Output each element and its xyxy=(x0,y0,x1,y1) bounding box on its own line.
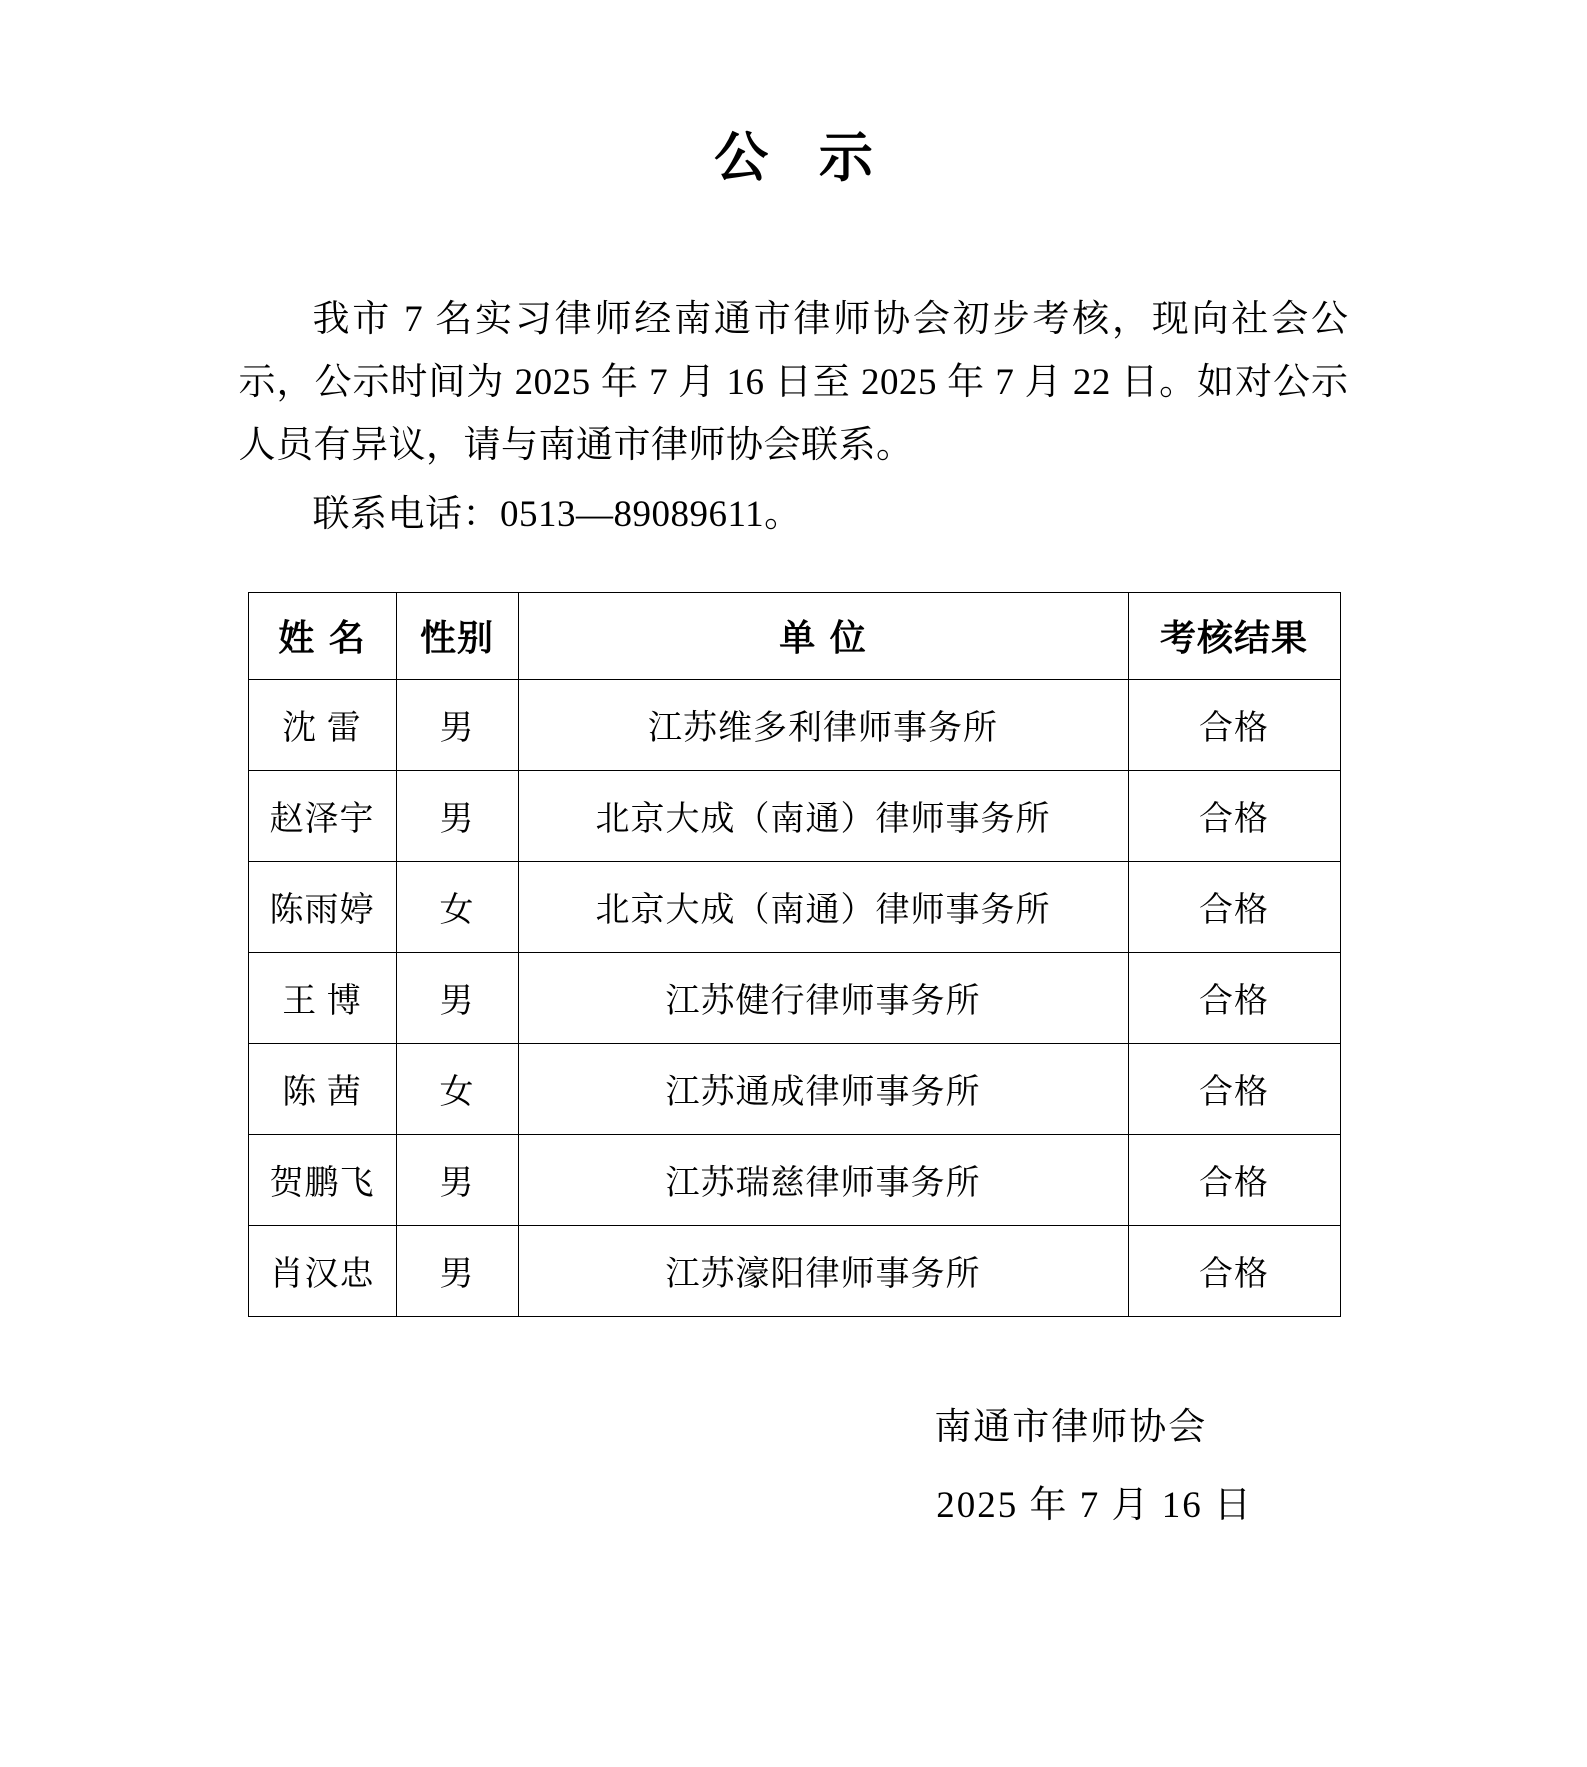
notice-paragraph-1: 我市 7 名实习律师经南通市律师协会初步考核，现向社会公示，公示时间为 2025 年 7 月 16 日至 2025 年 7 月 22 日。如对公示人员有异议，请与南通市律师协会联系。 xyxy=(238,298,1349,466)
signature-organization: 南通市律师协会 xyxy=(934,1407,1208,1448)
cell-result: 合格 xyxy=(1128,1043,1340,1134)
cell-result: 合格 xyxy=(1128,1134,1340,1225)
signature-date: 2025 年 7 月 16 日 xyxy=(936,1485,1253,1526)
column-header-name: 姓 名 xyxy=(248,592,396,679)
table-row xyxy=(248,952,1340,1043)
cell-result: 合格 xyxy=(1128,861,1340,952)
column-header-result: 考核结果 xyxy=(1128,592,1340,679)
page-title: 公 示 xyxy=(714,126,889,190)
cell-unit: 北京大成（南通）律师事务所 xyxy=(518,770,1128,861)
column-header-unit: 单 位 xyxy=(518,592,1128,679)
cell-name: 王 博 xyxy=(248,952,396,1043)
signature-block xyxy=(934,1389,1253,1545)
cell-sex: 男 xyxy=(396,679,518,770)
cell-name: 沈 雷 xyxy=(248,679,396,770)
cell-unit: 江苏维多利律师事务所 xyxy=(518,679,1128,770)
table-header-row xyxy=(248,592,1340,679)
cell-name: 贺鹏飞 xyxy=(248,1134,396,1225)
table-row xyxy=(248,770,1340,861)
cell-sex: 男 xyxy=(396,770,518,861)
cell-sex: 男 xyxy=(396,952,518,1043)
cell-sex: 男 xyxy=(396,1134,518,1225)
cell-unit: 江苏濠阳律师事务所 xyxy=(518,1225,1128,1316)
cell-result: 合格 xyxy=(1128,1225,1340,1316)
cell-unit: 北京大成（南通）律师事务所 xyxy=(518,861,1128,952)
cell-result: 合格 xyxy=(1128,679,1340,770)
table-row xyxy=(248,1225,1340,1316)
cell-name: 肖汉忠 xyxy=(248,1225,396,1316)
table-row xyxy=(248,861,1340,952)
cell-name: 陈雨婷 xyxy=(248,861,396,952)
body-text-block xyxy=(239,224,1349,546)
cell-unit: 江苏健行律师事务所 xyxy=(518,952,1128,1043)
table-row xyxy=(248,679,1340,770)
cell-result: 合格 xyxy=(1128,770,1340,861)
cell-unit: 江苏瑞慈律师事务所 xyxy=(518,1134,1128,1225)
table-row xyxy=(248,1134,1340,1225)
cell-result: 合格 xyxy=(1128,952,1340,1043)
candidates-table xyxy=(248,592,1341,1317)
column-header-sex: 性别 xyxy=(396,592,518,679)
cell-sex: 女 xyxy=(396,1043,518,1134)
cell-sex: 男 xyxy=(396,1225,518,1316)
cell-name: 陈 茜 xyxy=(248,1043,396,1134)
cell-sex: 女 xyxy=(396,861,518,952)
cell-name: 赵泽宇 xyxy=(248,770,396,861)
candidates-table-container xyxy=(248,592,1340,1317)
table-row xyxy=(248,1043,1340,1134)
notice-paragraph-2-contact: 联系电话：0513—89089611。 xyxy=(312,493,802,535)
cell-unit: 江苏通成律师事务所 xyxy=(518,1043,1128,1134)
